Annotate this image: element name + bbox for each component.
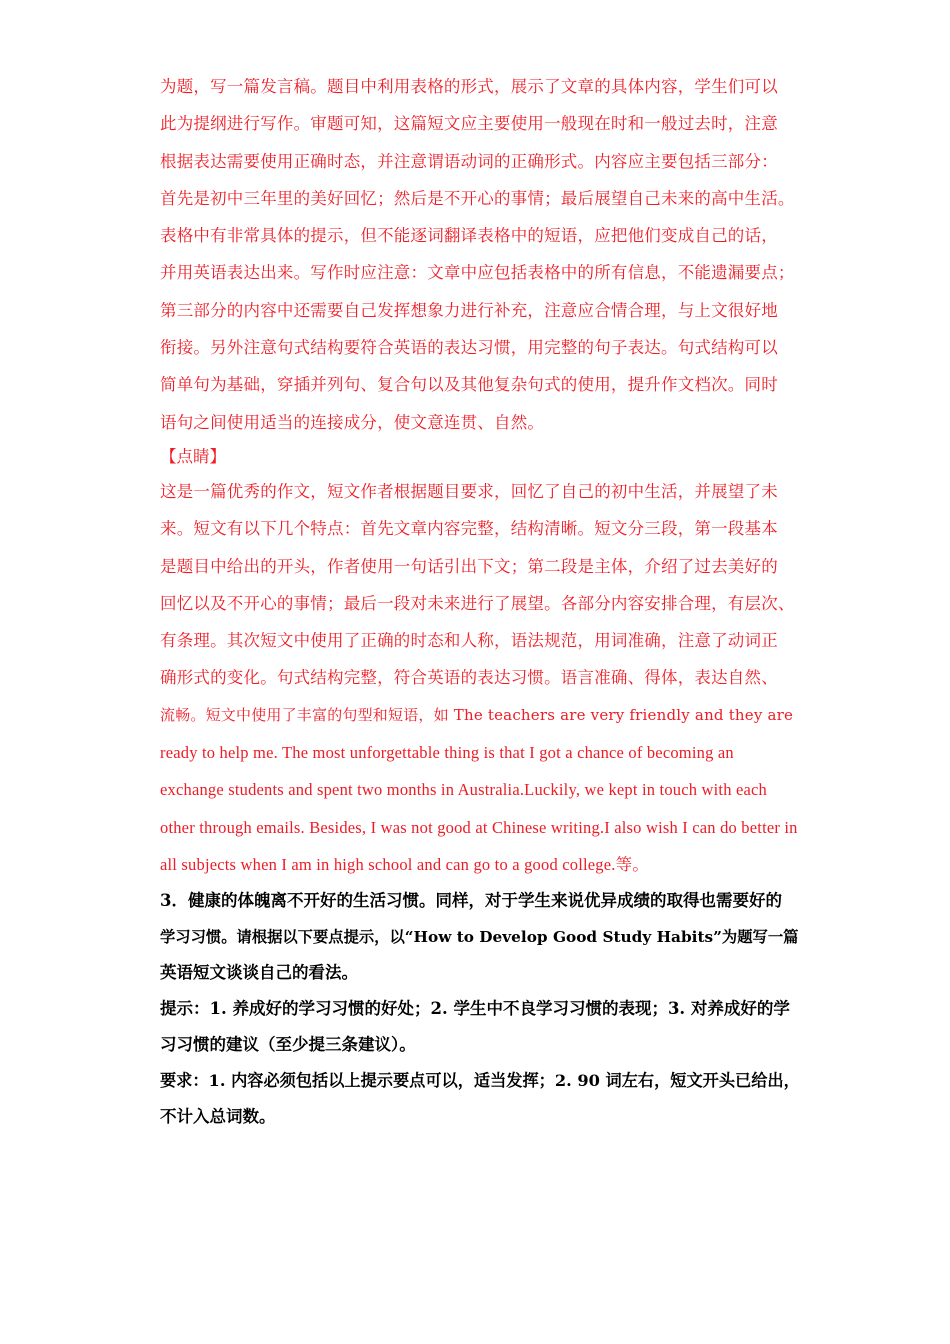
analysis-section: [160, 68, 800, 441]
question-line: 3．健康的体魄离不开好的生活习惯。同样，对于学生来说优异成绩的取得也需要好的: [160, 891, 782, 911]
analysis-line: 并用英语表达出来。写作时应注意：文章中应包括表格中的所有信息，不能遗漏要点；: [160, 263, 795, 283]
analysis-line: 此为提纲进行写作。审题可知，这篇短文应主要使用一般现在时和一般过去时，注意: [160, 114, 778, 134]
question-hint-line: 提示：1. 养成好的学习习惯的好处；2. 学生中不良学习习惯的表现；3. 对养成好的学: [160, 999, 790, 1019]
analysis-line: 表格中有非常具体的提示，但不能逐词翻译表格中的短语，应把他们变成自己的话，: [160, 226, 778, 246]
question-section: [160, 883, 800, 1135]
analysis-line: 根据表达需要使用正确时态，并注意谓语动词的正确形式。内容应主要包括三部分：: [160, 151, 778, 171]
comment-line: 确形式的变化。句式结构完整，符合英语的表达习惯。语言准确、得体，表达自然、: [160, 668, 778, 688]
question-line: 英语短文谈谈自己的看法。: [160, 963, 358, 983]
comment-line: exchange students and spent two months in Australia.Luckily, we kept in touch with each: [160, 780, 767, 800]
analysis-line: 简单句为基础，穿插并列句、复合句以及其他复杂句式的使用，提升作文档次。同时: [160, 375, 778, 395]
analysis-line: 语句之间使用适当的连接成分，使文意连贯、自然。: [160, 412, 545, 432]
comment-line: 流畅。短文中使用了丰富的句型和短语，如 The teachers are very friendly and they are: [160, 705, 794, 724]
comment-line: 回忆以及不开心的事情；最后一段对未来进行了展望。各部分内容安排合理，有层次、: [160, 593, 795, 613]
comment-line: other through emails. Besides, I was not good at Chinese writing.I also wish I can do better in: [160, 817, 798, 837]
question-line: 学习习惯。请根据以下要点提示，以“How to Develop Good Study Habits”为题写一篇: [160, 928, 799, 947]
comment-line: 这是一篇优秀的作文，短文作者根据题目要求，回忆了自己的初中生活，并展望了未: [160, 481, 778, 501]
comment-line: ready to help me. The most unforgettable thing is that I got a chance of becoming an: [160, 743, 734, 763]
comment-line: 是题目中给出的开头，作者使用一句话引出下文；第二段是主体，介绍了过去美好的: [160, 556, 778, 576]
question-requirement-line: 不计入总词数。: [160, 1107, 276, 1127]
comment-line: 有条理。其次短文中使用了正确的时态和人称，语法规范，用词准确，注意了动词正: [160, 631, 778, 651]
question-requirement-line: 要求：1. 内容必须包括以上提示要点可以，适当发挥；2. 90 词左右，短文开头已给出，: [160, 1071, 800, 1091]
page-content: [160, 68, 800, 1135]
analysis-line: 首先是初中三年里的美好回忆；然后是不开心的事情；最后展望自己未来的高中生活。: [160, 188, 795, 208]
question-hint-line: 习习惯的建议（至少提三条建议）。: [160, 1035, 416, 1055]
analysis-line: 第三部分的内容中还需要自己发挥想象力进行补充，注意应合情合理，与上文很好地: [160, 300, 778, 320]
analysis-line: 衔接。另外注意句式结构要符合英语的表达习惯，用完整的句子表达。句式结构可以: [160, 338, 778, 358]
comment-section: [160, 441, 800, 883]
comment-line: 来。短文有以下几个特点：首先文章内容完整，结构清晰。短文分三段，第一段基本: [160, 519, 778, 539]
analysis-line: 为题，写一篇发言稿。题目中利用表格的形式，展示了文章的具体内容，学生们可以: [160, 77, 778, 96]
comment-line: all subjects when I am in high school and can go to a good college.等。: [160, 854, 649, 874]
comment-heading: 【点睛】: [160, 446, 226, 466]
